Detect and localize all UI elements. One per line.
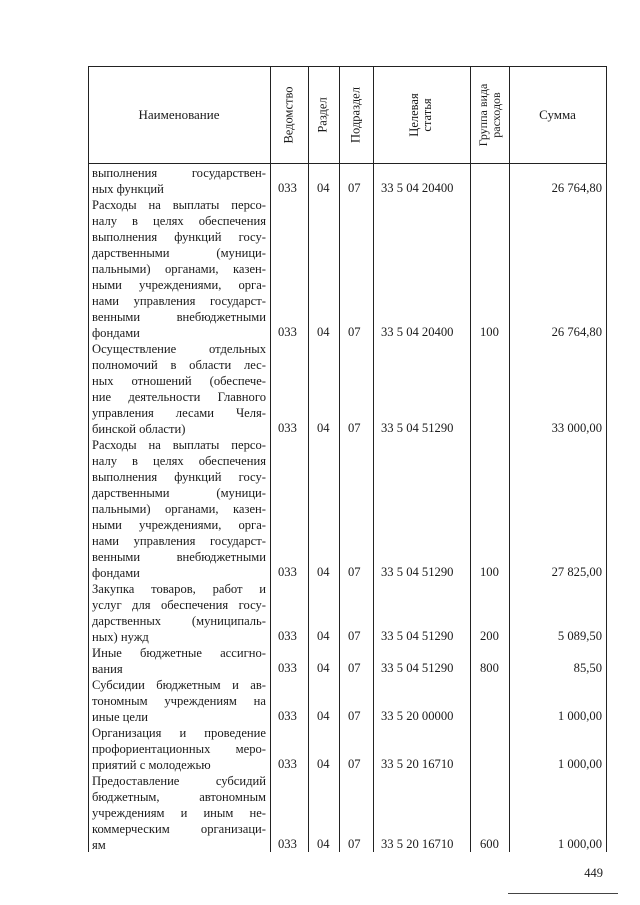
page-number: 449 bbox=[584, 866, 603, 880]
name-line: бюджетным, автономным bbox=[92, 790, 266, 804]
name-line: ям bbox=[92, 838, 106, 852]
name-line: ными учреждениями, орга- bbox=[92, 518, 266, 532]
name-line: Закупка товаров, работ и bbox=[92, 582, 266, 596]
header-razdel: Раздел bbox=[315, 97, 330, 133]
header-gruppa bbox=[477, 84, 503, 147]
names-column bbox=[92, 165, 266, 853]
name-line: Осуществление отдельных bbox=[92, 342, 266, 356]
cell-podrazdel: 07 bbox=[348, 661, 361, 675]
cell-summa: 5 089,50 bbox=[557, 629, 602, 643]
name-line: дарственными (муници- bbox=[92, 246, 266, 260]
name-line: ных функций bbox=[92, 182, 164, 196]
cell-vedomstvo: 033 bbox=[278, 325, 297, 339]
name-line: налу в целях обеспечения bbox=[92, 214, 266, 228]
name-line: приятий с молодежью bbox=[92, 758, 211, 772]
cell-celevaya: 33 5 04 51290 bbox=[381, 421, 454, 435]
cell-celevaya: 33 5 04 20400 bbox=[381, 181, 454, 195]
cell-podrazdel: 07 bbox=[348, 757, 361, 771]
name-line: полномочий в области лес- bbox=[92, 358, 266, 372]
cell-vedomstvo: 033 bbox=[278, 181, 297, 195]
name-line: Предоставление субсидий bbox=[92, 774, 266, 788]
cell-summa: 1 000,00 bbox=[557, 709, 602, 723]
cell-summa: 27 825,00 bbox=[551, 565, 602, 579]
cell-celevaya: 33 5 04 51290 bbox=[381, 629, 454, 643]
cell-vedomstvo: 033 bbox=[278, 837, 297, 851]
name-line: выполнения функций госу- bbox=[92, 230, 266, 244]
name-line: фондами bbox=[92, 326, 140, 340]
name-line: пальными) органами, казен- bbox=[92, 262, 266, 276]
cell-gruppa: 800 bbox=[480, 661, 499, 675]
name-line: профориентационных меро- bbox=[92, 742, 266, 756]
name-line: фондами bbox=[92, 566, 140, 580]
cell-razdel: 04 bbox=[317, 837, 330, 851]
cell-summa: 33 000,00 bbox=[551, 421, 602, 435]
cell-podrazdel: 07 bbox=[348, 565, 361, 579]
name-line: венными внебюджетными bbox=[92, 310, 266, 324]
name-line: ние деятельности Главного bbox=[92, 390, 266, 404]
name-line: вания bbox=[92, 662, 123, 676]
cell-vedomstvo: 033 bbox=[278, 565, 297, 579]
cell-summa: 1 000,00 bbox=[557, 837, 602, 851]
col-divider-vedomstvo bbox=[270, 66, 271, 852]
footer-rule bbox=[508, 893, 618, 894]
cell-podrazdel: 07 bbox=[348, 629, 361, 643]
name-line: выполнения государствен- bbox=[92, 166, 266, 180]
name-line: ных) нужд bbox=[92, 630, 149, 644]
cell-summa: 85,50 bbox=[573, 661, 602, 675]
name-line: коммерческим организаци- bbox=[92, 822, 266, 836]
name-line: венными внебюджетными bbox=[92, 550, 266, 564]
name-line: налу в целях обеспечения bbox=[92, 454, 266, 468]
name-line: нами управления государст- bbox=[92, 534, 266, 548]
name-line: ными учреждениями, орга- bbox=[92, 278, 266, 292]
name-line: услуг для обеспечения госу- bbox=[92, 598, 266, 612]
cell-razdel: 04 bbox=[317, 709, 330, 723]
table-right-border bbox=[606, 66, 607, 852]
name-line: пальными) органами, казен- bbox=[92, 502, 266, 516]
cell-celevaya: 33 5 20 16710 bbox=[381, 837, 454, 851]
name-line: Организация и проведение bbox=[92, 726, 266, 740]
cell-vedomstvo: 033 bbox=[278, 421, 297, 435]
cell-podrazdel: 07 bbox=[348, 181, 361, 195]
header-gruppa-line1: Группа вида bbox=[476, 83, 490, 147]
cell-vedomstvo: 033 bbox=[278, 661, 297, 675]
cell-gruppa: 100 bbox=[480, 325, 499, 339]
name-line: управления лесами Челя- bbox=[92, 406, 266, 420]
cell-celevaya: 33 5 04 51290 bbox=[381, 661, 454, 675]
cell-vedomstvo: 033 bbox=[278, 757, 297, 771]
name-line: тономным учреждениям на bbox=[92, 694, 266, 708]
name-line: учреждениям и иным не- bbox=[92, 806, 266, 820]
name-line: Субсидии бюджетным и ав- bbox=[92, 678, 266, 692]
col-divider-gruppa bbox=[470, 66, 471, 852]
col-divider-podrazdel bbox=[339, 66, 340, 852]
cell-summa: 1 000,00 bbox=[557, 757, 602, 771]
cell-podrazdel: 07 bbox=[348, 421, 361, 435]
cell-gruppa: 200 bbox=[480, 629, 499, 643]
name-line: Иные бюджетные ассигно- bbox=[92, 646, 266, 660]
cell-podrazdel: 07 bbox=[348, 709, 361, 723]
table-left-border bbox=[88, 66, 89, 852]
cell-podrazdel: 07 bbox=[348, 837, 361, 851]
cell-celevaya: 33 5 04 20400 bbox=[381, 325, 454, 339]
cell-vedomstvo: 033 bbox=[278, 709, 297, 723]
cell-summa: 26 764,80 bbox=[551, 325, 602, 339]
cell-razdel: 04 bbox=[317, 325, 330, 339]
name-line: иные цели bbox=[92, 710, 149, 724]
name-line: дарственными (муници- bbox=[92, 486, 266, 500]
header-summa: Сумма bbox=[539, 107, 576, 122]
col-divider-celevaya bbox=[373, 66, 374, 852]
cell-celevaya: 33 5 20 00000 bbox=[381, 709, 454, 723]
cell-razdel: 04 bbox=[317, 181, 330, 195]
col-divider-razdel bbox=[308, 66, 309, 852]
cell-razdel: 04 bbox=[317, 661, 330, 675]
name-line: дарственных (муниципаль- bbox=[92, 614, 266, 628]
header-celevaya-line1: Целевая bbox=[407, 93, 421, 137]
name-line: выполнения функций госу- bbox=[92, 470, 266, 484]
cell-summa: 26 764,80 bbox=[551, 181, 602, 195]
cell-razdel: 04 bbox=[317, 757, 330, 771]
cell-vedomstvo: 033 bbox=[278, 629, 297, 643]
col-divider-summa bbox=[509, 66, 510, 852]
cell-razdel: 04 bbox=[317, 565, 330, 579]
header-podrazdel: Подраздел bbox=[348, 87, 363, 143]
header-gruppa-line2: расходов bbox=[489, 92, 503, 138]
cell-celevaya: 33 5 04 51290 bbox=[381, 565, 454, 579]
name-line: Расходы на выплаты персо- bbox=[92, 198, 266, 212]
header-celevaya-line2: статья bbox=[420, 98, 434, 132]
cell-podrazdel: 07 bbox=[348, 325, 361, 339]
cell-razdel: 04 bbox=[317, 421, 330, 435]
cell-gruppa: 600 bbox=[480, 837, 499, 851]
cell-celevaya: 33 5 20 16710 bbox=[381, 757, 454, 771]
cell-gruppa: 100 bbox=[480, 565, 499, 579]
header-vedomstvo: Ведомство bbox=[281, 86, 296, 144]
name-line: ных отношений (обеспече- bbox=[92, 374, 266, 388]
header-name: Наименование bbox=[138, 107, 220, 122]
header-bottom-border bbox=[88, 163, 606, 164]
name-line: Расходы на выплаты персо- bbox=[92, 438, 266, 452]
cell-razdel: 04 bbox=[317, 629, 330, 643]
name-line: нами управления государст- bbox=[92, 294, 266, 308]
header-celevaya bbox=[408, 93, 434, 136]
name-line: бинской области) bbox=[92, 422, 186, 436]
